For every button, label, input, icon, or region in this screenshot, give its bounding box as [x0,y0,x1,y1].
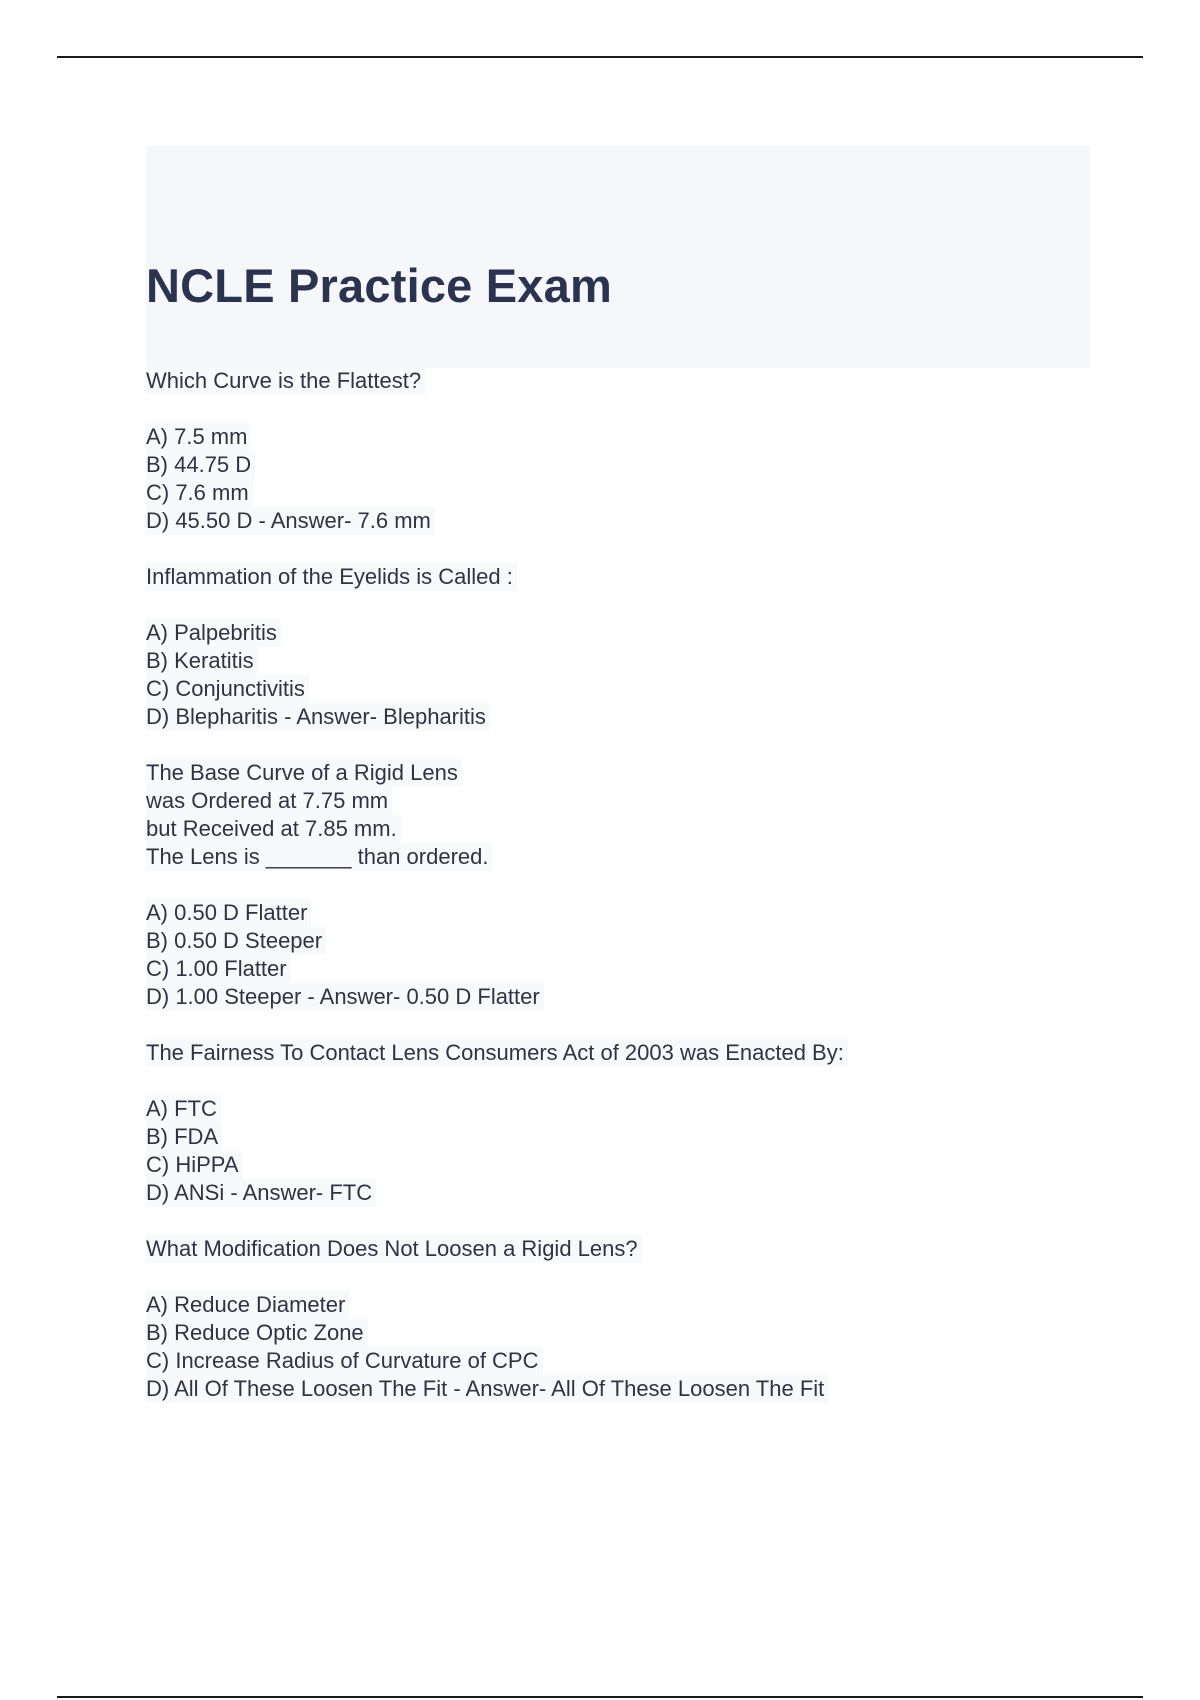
option-b: B) FDA [146,1123,222,1151]
question-line: Which Curve is the Flattest? [146,367,425,395]
option-list [146,423,1106,535]
question-text [146,1039,1106,1067]
question-block [146,759,1106,1011]
option-a: A) 7.5 mm [146,423,251,451]
document-title: NCLE Practice Exam [146,259,612,312]
question-text [146,1235,1106,1263]
question-block [146,1235,1106,1403]
question-list [146,367,1106,1431]
option-a: A) 0.50 D Flatter [146,899,311,927]
option-b: B) 0.50 D Steeper [146,927,326,955]
bottom-rule [57,1696,1143,1698]
question-line: Inflammation of the Eyelids is Called : [146,563,517,591]
option-list [146,619,1106,731]
question-block [146,563,1106,731]
top-rule [57,56,1143,58]
option-d-with-answer: D) ANSi - Answer- FTC [146,1179,376,1207]
option-b: B) Reduce Optic Zone [146,1319,368,1347]
option-c: C) 7.6 mm [146,479,253,507]
option-list [146,899,1106,1011]
option-a: A) FTC [146,1095,221,1123]
option-a: A) Reduce Diameter [146,1291,349,1319]
question-line: The Lens is _______ than ordered. [146,843,492,871]
question-line: What Modification Does Not Loosen a Rigid Lens? [146,1235,642,1263]
option-a: A) Palpebritis [146,619,281,647]
option-c: C) Increase Radius of Curvature of CPC [146,1347,543,1375]
option-c: C) 1.00 Flatter [146,955,291,983]
option-c: C) HiPPA [146,1151,243,1179]
question-block [146,1039,1106,1207]
question-line: The Base Curve of a Rigid Lens [146,759,462,787]
question-line: but Received at 7.85 mm. [146,815,401,843]
option-b: B) 44.75 D [146,451,255,479]
option-d-with-answer: D) All Of These Loosen The Fit - Answer- All Of These Loosen The Fit [146,1375,828,1403]
question-block [146,367,1106,535]
option-d-with-answer: D) Blepharitis - Answer- Blepharitis [146,703,490,731]
option-d-with-answer: D) 1.00 Steeper - Answer- 0.50 D Flatter [146,983,544,1011]
question-text [146,563,1106,591]
question-line: was Ordered at 7.75 mm [146,787,392,815]
option-list [146,1291,1106,1403]
question-text [146,367,1106,395]
option-list [146,1095,1106,1207]
option-d-with-answer: D) 45.50 D - Answer- 7.6 mm [146,507,435,535]
option-b: B) Keratitis [146,647,258,675]
question-text [146,759,1106,871]
question-line: The Fairness To Contact Lens Consumers Act of 2003 was Enacted By: [146,1039,848,1067]
option-c: C) Conjunctivitis [146,675,309,703]
